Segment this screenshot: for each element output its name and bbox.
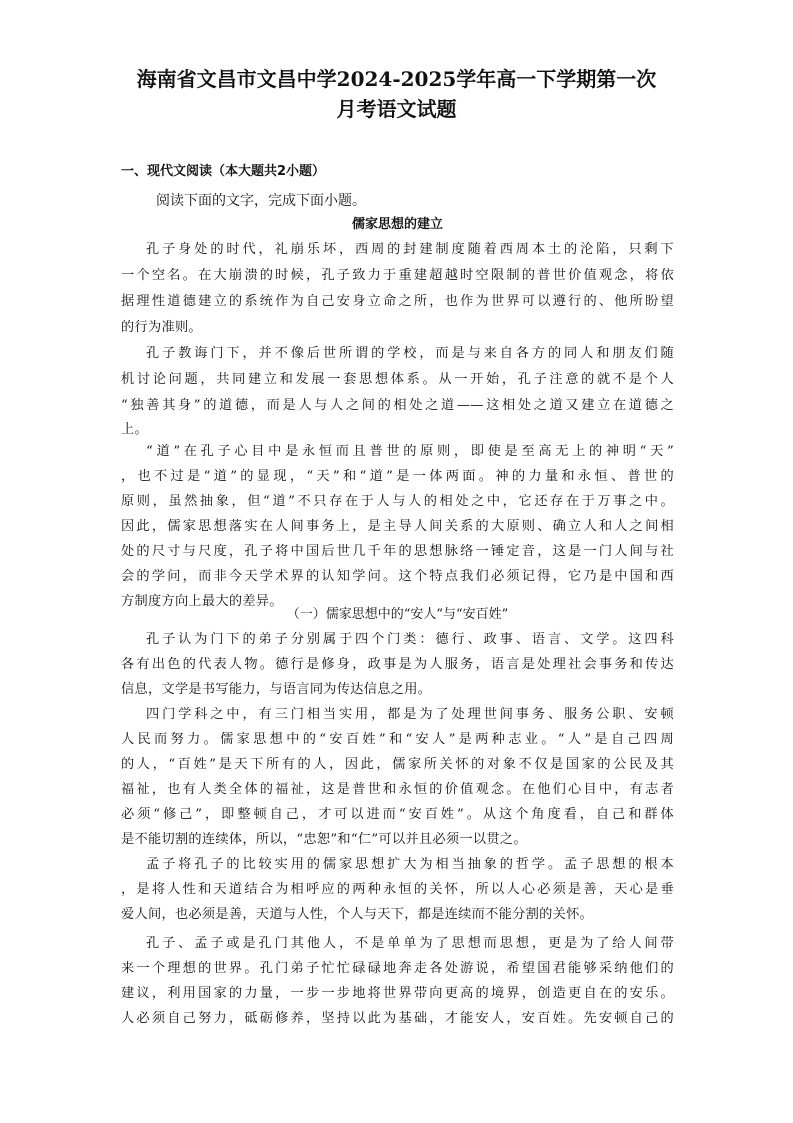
text-line: 处的尺寸与尺度，孔子将中国后世几千年的思想脉络一锤定音，这是一门人间与社 bbox=[121, 544, 674, 559]
text-line: 孔子身处的时代，礼崩乐坏，西周的封建制度随着西周本土的沦陷，只剩下 bbox=[146, 242, 674, 257]
text-line: 原则，虽然抽象，但“道”不只存在于人与人的相处之中，它还存在于万事之中。 bbox=[121, 494, 674, 509]
text-line: 因此，儒家思想落实在人间事务上，是主导人间关系的大原则、确立人和人之间相 bbox=[121, 519, 674, 534]
text-line: 机讨论问题，共同建立和发展一套思想体系。从一开始，孔子注意的就不是个人 bbox=[121, 372, 674, 387]
text-line: 孔子教诲门下，并不像后世所谓的学校，而是与来自各方的同人和朋友们随 bbox=[146, 346, 674, 361]
reading-instruction: 阅读下面的文字，完成下面小题。 bbox=[156, 193, 366, 209]
text-line: 信息，文学是书写能力，与语言同为传达信息之用。 bbox=[121, 682, 432, 697]
text-line: 来一个理想的世界。孔门弟子忙忙碌碌地奔走各处游说，希望国君能够采纳他们的 bbox=[121, 961, 674, 976]
text-line: 建议，利用国家的力量，一步一步地将世界带向更高的境界，创造更自在的安乐。 bbox=[121, 986, 674, 1001]
text-line: 一个空名。在大崩溃的时候，孔子致力于重建超越时空限制的普世价值观念，将依 bbox=[121, 268, 674, 283]
document-title-line1: 海南省文昌市文昌中学2024-2025学年高一下学期第一次 bbox=[136, 67, 657, 91]
document-title-line2: 月考语文试题 bbox=[336, 97, 457, 121]
text-line: 福祉，也有人类全体的福祉，这是普世和永恒的价值观念。在他们心目中，有志者 bbox=[121, 782, 674, 797]
text-line: 各有出色的代表人物。德行是修身，政事是为人服务，语言是处理社会事务和传达 bbox=[121, 657, 674, 672]
text-line: ，是将人性和天道结合为相呼应的两种永恒的关怀，所以人心必须是善，天心是垂 bbox=[121, 882, 674, 897]
text-line: 上。 bbox=[121, 422, 148, 437]
section-heading: 一、现代文阅读（本大题共2小题） bbox=[121, 164, 326, 179]
text-line: “道”在孔子心目中是永恒而且普世的原则，即使是至高无上的神明“天” bbox=[146, 444, 674, 459]
text-line: 必须“修己”，即整顿自己，才可以进而“安百姓”。从这个角度看，自己和群体 bbox=[121, 807, 674, 822]
text-line: 孔子认为门下的弟子分别属于四个门类：德行、政事、语言、文学。这四科 bbox=[146, 632, 674, 647]
text-line: 方制度方向上最大的差异。 bbox=[121, 594, 283, 609]
text-line: 会的学问，而非今天学术界的认知学问。这个特点我们必须记得，它乃是中国和西 bbox=[121, 569, 674, 584]
text-line: 孟子将孔子的比较实用的儒家思想扩大为相当抽象的哲学。孟子思想的根本 bbox=[146, 857, 674, 872]
text-line: 是不能切割的连续体，所以，“忠恕”和“仁”可以并且必须一以贯之。 bbox=[121, 832, 527, 847]
sub-heading: （一）儒家思想中的“安人”与“安百姓” bbox=[286, 607, 509, 622]
text-line: 孔子、孟子或是孔门其他人，不是单单为了思想而思想，更是为了给人间带 bbox=[146, 936, 674, 951]
text-line: 的行为准则。 bbox=[121, 320, 202, 335]
text-line: 人必须自己努力，砥砺修养，坚持以此为基础，才能安人，安百姓。先安顿自己的 bbox=[121, 1011, 674, 1026]
text-line: 爱人间，也必须是善，天道与人性，个人与天下，都是连续而不能分割的关怀。 bbox=[121, 907, 594, 922]
text-line: 的人，“百姓”是天下所有的人，因此，儒家所关怀的对象不仅是国家的公民及其 bbox=[121, 757, 674, 772]
text-line: 四门学科之中，有三门相当实用，都是为了处理世间事务、服务公职、安顿 bbox=[146, 707, 674, 722]
article-title: 儒家思想的建立 bbox=[351, 217, 443, 232]
text-line: 人民而努力。儒家思想中的“安百姓”和“安人”是两种志业。“人”是自己四周 bbox=[121, 732, 674, 747]
text-line: “独善其身”的道德，而是人与人之间的相处之道——这相处之道又建立在道德之 bbox=[121, 398, 674, 413]
text-line: 据理性道德建立的系统作为自己安身立命之所，也作为世界可以遵行的、他所盼望 bbox=[121, 294, 674, 309]
text-line: ，也不过是“道”的显现，“天”和“道”是一体两面。神的力量和永恒、普世的 bbox=[121, 469, 674, 484]
